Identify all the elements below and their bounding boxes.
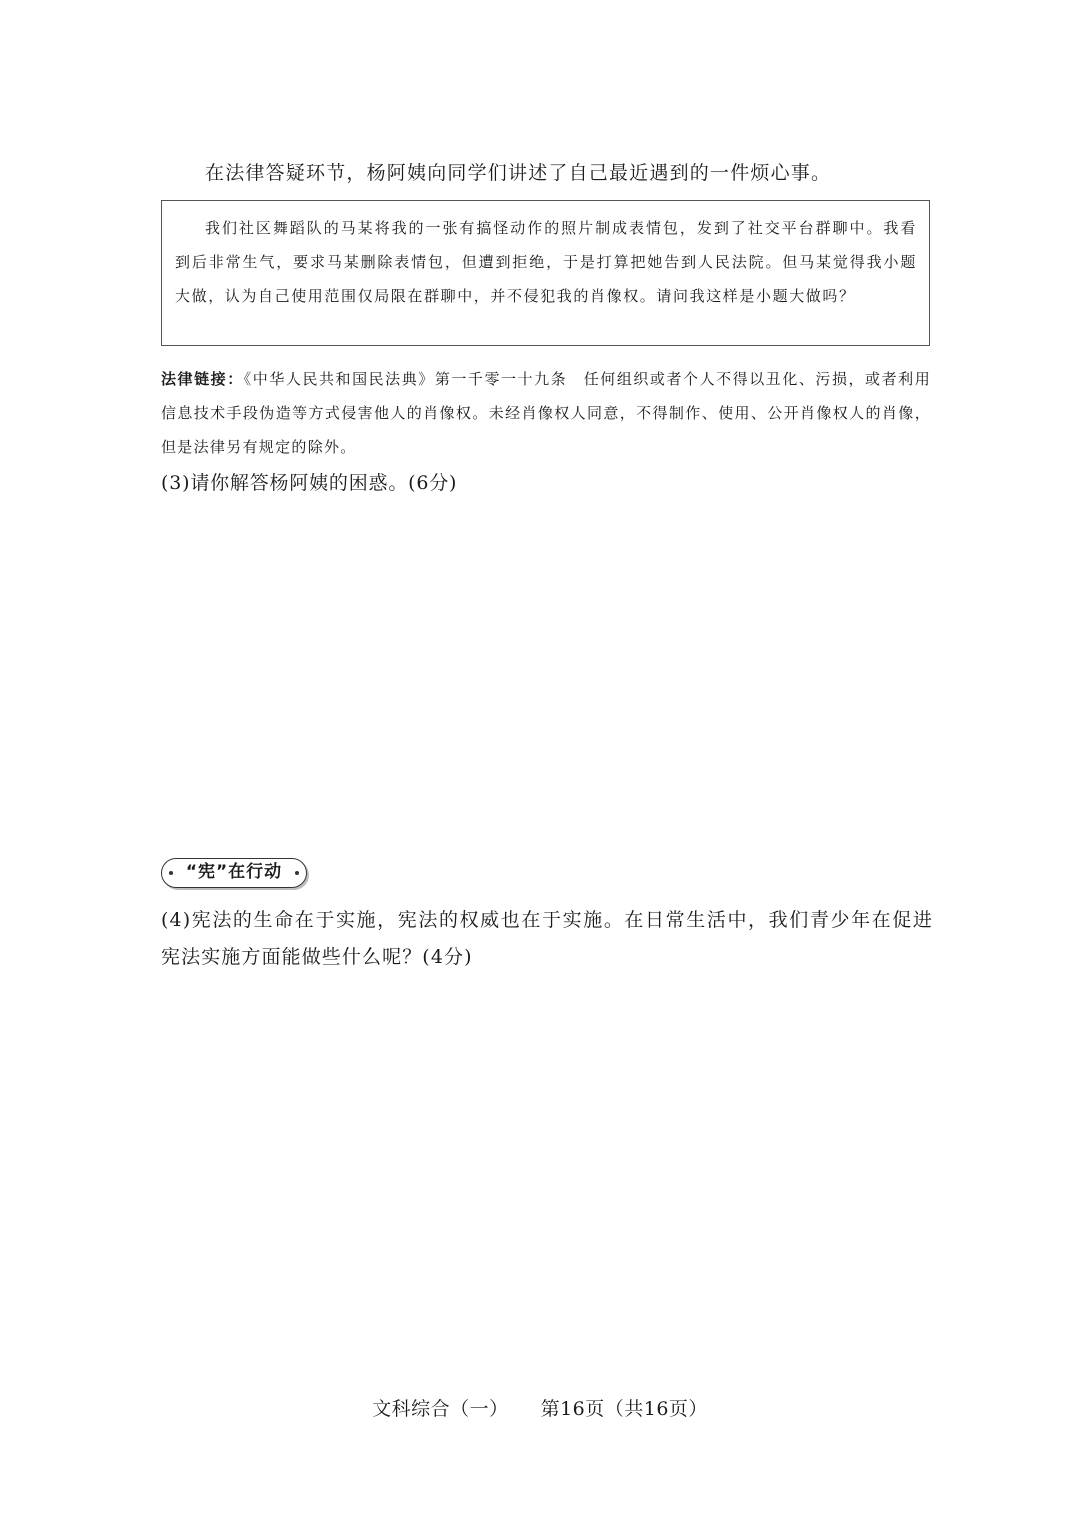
intro-text: 在法律答疑环节，杨阿姨向同学们讲述了自己最近遇到的一件烦心事。 (205, 162, 832, 184)
page-footer (0, 1394, 1080, 1421)
section-tag (161, 858, 307, 888)
question-4: (4)宪法的生命在于实施，宪法的权威也在于实施。在日常生活中，我们青少年在促进宪法实施方面能做些什么呢？(4分) (161, 909, 933, 968)
section-tag-label: “宪”在行动 (185, 862, 283, 882)
footer-page-number: 第16页（共16页） (540, 1398, 708, 1420)
quote-text: 我们社区舞蹈队的马某将我的一张有搞怪动作的照片制成表情包，发到了社交平台群聊中。我看到后非常生气，要求马某删除表情包，但遭到拒绝，于是打算把她告到人民法院。但马某觉得我小题大做，认为自己使用范围仅局限在群聊中，并不侵犯我的肖像权。请问我这样是小题大做吗？ (175, 219, 917, 305)
law-link-label: 法律链接： (161, 370, 244, 388)
question-3: (3)请你解答杨阿姨的困惑。(6分) (161, 472, 458, 494)
dot-icon (169, 871, 173, 875)
footer-subject: 文科综合（一） (372, 1398, 509, 1420)
quote-box (161, 200, 930, 346)
law-link (161, 362, 931, 464)
law-link-text: 《中华人民共和国民法典》第一千零一十九条 任何组织或者个人不得以丑化、污损，或者利用信息技术手段伪造等方式侵害他人的肖像权。未经肖像权人同意，不得制作、使用、公开肖像权人的肖像，但是法律另有规定的除外。 (161, 370, 931, 456)
dot-icon (295, 871, 299, 875)
